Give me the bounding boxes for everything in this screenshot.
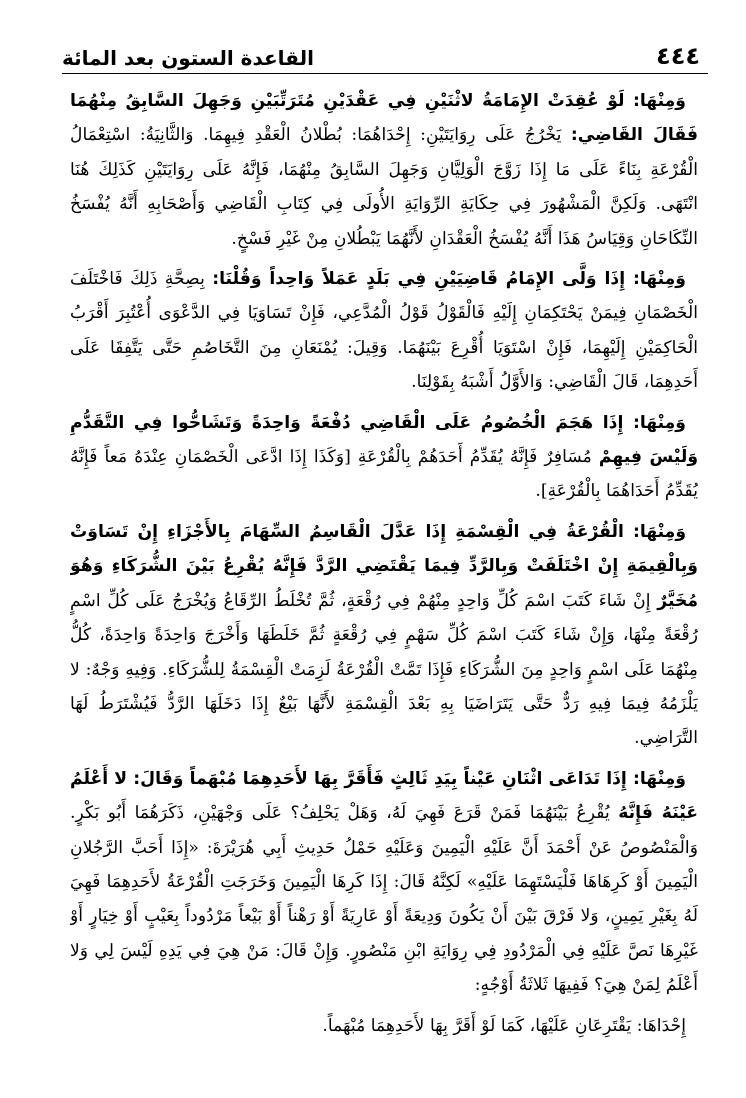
page-number: ٤٤٤ xyxy=(656,42,700,70)
paragraph-lead: وَمِنْهَا: لَوْ عُقِدَتْ الإِمَامَةُ لاثْنَيْنِ فِي عَقْدَيْنِ مُتَرَتِّبَيْنِ وَجَهِلَ السَّابِقُ مِنْهُمَا فَقَالَ القَاضِي: xyxy=(70,91,698,146)
page-body xyxy=(70,84,698,1078)
running-title: القاعدة الستون بعد المائة xyxy=(62,46,314,70)
paragraph-litigants xyxy=(70,406,698,509)
paragraph-text: مُسَافِرٌ فَإِنَّهُ يُقَدِّمُ أَحَدَهُمْ بِالْقُرْعَةِ [وَكَذَا إِذَا ادَّعَى الْخَصْمَانِ عِنْدَهُ مَعاً فَإِنَّهُ يُقَدِّمُ أَحَدَاهُمَا بِالْقُرْعَةِ]. xyxy=(70,447,698,502)
paragraph-first-aspect xyxy=(70,1009,698,1043)
paragraph-lead: وَمِنْهَا: إِذَا تَدَاعَى اثْنَانِ عَيْناً بِيَدِ ثَالِثٍ فَأَقَرَّ بِهَا لأَحَدِهِمَا مُبْهَماً وَقَالَ: لا أَعْلَمُ عَيْنَهُ فَإِنَّهُ xyxy=(70,768,698,824)
page-header xyxy=(62,36,708,70)
paragraph-text: بِصِحَّةِ ذَلِكَ فَاخْتَلَفَ الْخَصْمَانِ فِيمَنْ يَحْتَكِمَانِ إِلَيْهِ فَالْقَوْلُ قَوْلُ الْمُدَّعِي، فَإِنْ تَسَاوَيَا فِي الدَّعْوَى أُعْتُبِرَ أَقْرَبُ الْحَاكِمَيْنِ إِلَيْهِمَا، فَإِنْ اسْتَوَيَا أُقْرِعَ بَيْنَهُمَا. وَقِيلَ: يُمْنَعَانِ مِنَ التَّخَاصُمِ حَتَّى يَتَّفِقَا عَلَى أَحَدِهِمَا، قَالَ الْقَاضِي: وَالأَوَّلُ أَشْبَهُ بِقَوْلِنَا. xyxy=(70,269,698,393)
paragraph-lead: وَمِنْهَا: إِذَا وَلَّى الإِمَامُ قَاضِيَيْنِ فِي بَلَدٍ عَمَلاً وَاحِداً وَقُلْنَا: xyxy=(212,269,686,290)
paragraph-text: إِحْدَاهَا: يَقْتَرِعَانِ عَلَيْهَا، كَمَا لَوْ أَقَرَّ بِهَا لأَحَدِهِمَا مُبْهَماً. xyxy=(322,1015,686,1036)
header-rule xyxy=(62,73,708,74)
paragraph-lead: وَمِنْهَا: إِذَا هَجَمَ الْخُصُومُ عَلَى الْقَاضِي دُفْعَةً وَاحِدَةً وَتَشَاحُّوا فِي التَّقَدُّمِ وَلَيْسَ فِيهِمْ xyxy=(70,412,698,468)
paragraph-two-judges xyxy=(70,262,698,400)
paragraph-lead: وَمِنْهَا: الْقُرْعَةُ فِي الْقِسْمَةِ إِذَا عَدَّلَ الْقَاسِمُ السِّهَامَ بِالأَجْزَاءِ إِنْ تَسَاوَتْ وَبِالْقِيمَةِ إِنْ اخْتَلَفَتْ وَبِالرَّدِّ فِيمَا يَقْتَضِي الرَّدَّ فَإِنَّهُ يُقْرِعُ بَيْنَ الشُّرَكَاءِ وَهُوَ مُخَيَّرٌ xyxy=(70,521,698,611)
paragraph-imamate xyxy=(70,84,698,256)
paragraph-text: إِنْ شَاءَ كَتَبَ اسْمَ كُلِّ وَاحِدٍ مِنْهُمْ فِي رُقْعَةٍ، ثُمَّ تُخْلَطُ الرِّقَاعُ وَيُخْرَجُ عَلَى كُلِّ اسْمٍ رُقْعَةً مِنْهَا، وَإِنْ شَاءَ كَتَبَ اسْمَ كُلِّ سَهْمٍ فِي رُقْعَةٍ ثُمَّ خَلَطَهَا وَأَخْرَجَ وَاحِدَةً وَاحِدَةً، كُلُّ مِنْهُمَا عَلَى اسْمٍ وَاحِدٍ مِنَ الشُّرَكَاءِ فَإِذَا تَمَّتْ الْقُرْعَةُ لَزِمَتْ الْقِسْمَةُ لِلشُّرَكَاءِ. وَفِيهِ وَجْهٌ: لا يَلْزَمُهُ فِيمَا فِيهِ رَدٌّ حَتَّى يَتَرَاضَيَا بِهِ بَعْدَ الْقِسْمَةِ لأَنَّهَا بَيْعٌ إِذَا دَخَلَهَا الرَّدُّ فَيُشْتَرَطُ لَهَا التَّرَاضِي. xyxy=(70,590,698,749)
paragraph-text: يُقْرِعُ بَيْنَهُمَا فَمَنْ قَرَعَ فَهِيَ لَهُ، وَهَلْ يَحْلِفُ؟ عَلَى وَجْهَيْنِ، ذَكَرَهُمَا أَبُو بَكْرٍ. وَالْمَنْصُوصُ عَنْ أَحْمَدَ أَنَّ عَلَيْهِ الْيَمِينَ وَعَلَيْهِ حَمْلُ حَدِيثِ أَبِي هُرَيْرَةَ: «إِذَا أَحَبَّ الرَّجُلانِ الْيَمِينَ أَوْ كَرِهَاهَا فَلْيَسْتَهِمَا عَلَيْهِ» لَكِنَّهُ قَالَ: إِذَا كَرِهَا الْيَمِينَ وَخَرَجَتِ الْقُرْعَةُ لأَحَدِهِمَا فَهِيَ لَهُ بِغَيْرِ يَمِينٍ، وَلا فَرْقَ بَيْنَ أَنْ يَكُونَ وَدِيعَةً أَوْ عَارِيَةً أَوْ رَهْناً أَوْ بَيْعاً مَرْدُوداً بِعَيْبٍ أَوْ خِيَارٍ أَوْ غَيْرِهَا نَصَّ عَلَيْهِ فِي الْمَرْدُودِ فِي رِوَايَةِ ابْنِ مَنْصُورٍ. وَإِنْ قَالَ: مَنْ هِيَ فِي يَدِهِ لَيْسَ لِي وَلا أَعْلَمُ لِمَنْ هِيَ؟ فَفِيهَا ثَلاثَةُ أَوْجُهٍ: xyxy=(70,803,698,996)
paragraph-text: يَخْرُجُ عَلَى رِوَايَتَيْنِ: إِحْدَاهُمَا: بُطْلانُ الْعَقْدِ فِيهِمَا. وَالثَّانِيَةُ: اسْتِعْمَالُ الْقُرْعَةِ بِنَاءً عَلَى مَا إِذَا زَوَّجَ الْوَلِيَّانِ وَجَهِلَ السَّابِقُ مِنْهُمَا، فَإِنَّهُ عَلَى رِوَايَتَيْنِ كَذَلِكَ هُنَا انْتَهَى. وَلَكِنَّ الْمَشْهُورَ فِي حِكَايَةِ الرِّوَايَةِ الأُولَى فِي كِتَابِ الْقَاضِي وَأَصْحَابِهِ أَنَّهُ يُفْسَخُ النِّكَاحَانِ وَقِيَاسُ هَذَا أَنَّهُ يُفْسَخُ الْعَقْدَانِ لأَنَّهُمَا يَبْطُلانِ مِنْ غَيْرِ فَسْخٍ. xyxy=(70,125,698,249)
paragraph-division xyxy=(70,515,698,756)
paragraph-disputed-item xyxy=(70,762,698,1003)
